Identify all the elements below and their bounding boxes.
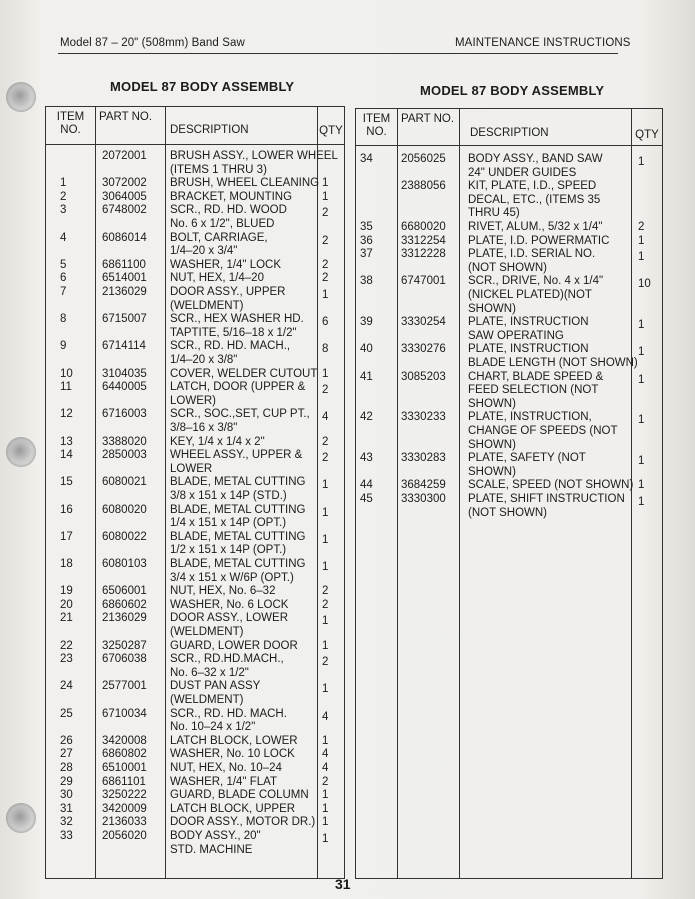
item-number: 31: [60, 802, 73, 815]
quantity: 1: [322, 816, 329, 829]
description-line: THRU 45): [468, 207, 520, 220]
quantity: 1: [638, 373, 645, 386]
part-number: 3684259: [401, 479, 446, 492]
description-line: SHOWN): [468, 438, 516, 451]
quantity: 1: [322, 734, 329, 747]
description-line: (NOT SHOWN): [468, 506, 548, 519]
item-number: 2: [60, 190, 67, 203]
quantity: 1: [638, 234, 645, 247]
part-number: 2136029: [102, 286, 147, 298]
item-number: 13: [60, 435, 73, 448]
description-line: PLATE, I.D. POWERMATIC: [468, 234, 610, 247]
quantity: 4: [322, 748, 329, 761]
header-model: Model 87 – 20" (508mm) Band Saw: [60, 37, 245, 49]
description-line: BODY ASSY., BAND SAW: [468, 153, 603, 165]
quantity: 8: [322, 343, 329, 356]
part-number: 2056025: [401, 153, 446, 165]
part-number: 2136029: [102, 612, 147, 625]
quantity: 1: [638, 496, 645, 508]
part-number: 6748002: [102, 204, 147, 217]
part-number: 6514001: [102, 272, 147, 285]
part-number: 3330300: [401, 493, 446, 505]
part-number: 3330233: [401, 411, 446, 424]
quantity: 6: [322, 316, 329, 329]
item-number: 45: [360, 493, 373, 505]
item-number: 38: [360, 275, 373, 288]
quantity: 1: [322, 506, 329, 519]
description-line: CHART, BLADE SPEED &: [468, 370, 604, 383]
quantity: 1: [322, 802, 329, 815]
col-header-part: PART NO.: [99, 111, 153, 123]
part-number: 6861100: [102, 258, 146, 271]
quantity: 1: [322, 789, 329, 802]
item-number: 35: [360, 221, 373, 233]
quantity: 1: [638, 319, 645, 332]
quantity: 1: [322, 479, 329, 492]
binder-hole: [6, 437, 36, 467]
description-line: TAPTITE, 5/16–18 x 1/2": [170, 326, 297, 339]
description-line: NUT, HEX, No. 10–24: [170, 762, 282, 774]
description-line: (WELDMENT): [170, 694, 244, 706]
quantity: 1: [322, 177, 329, 190]
quantity: 1: [638, 414, 645, 427]
description-line: LATCH BLOCK, UPPER: [170, 802, 296, 815]
part-number: 6747001: [401, 275, 446, 288]
part-number: 3330254: [401, 316, 446, 329]
part-number: 6440005: [102, 381, 147, 394]
description-line: SCR., RD.HD.MACH.,: [170, 653, 284, 666]
description-line: DOOR ASSY., MOTOR DR.): [170, 816, 316, 829]
description-line: GUARD, BLADE COLUMN: [170, 789, 309, 802]
col-header-description: DESCRIPTION: [470, 127, 549, 139]
quantity: 1: [638, 346, 645, 359]
description-line: PLATE, SAFETY (NOT: [468, 452, 586, 465]
page-number: 31: [335, 876, 351, 892]
description-line: 1/4–20 x 3/4": [170, 245, 238, 258]
description-line: LATCH BLOCK, LOWER: [170, 734, 298, 747]
item-number: 10: [60, 367, 73, 380]
item-number: 19: [60, 585, 73, 598]
part-number: 3420009: [102, 802, 147, 815]
item-number: 3: [60, 204, 67, 217]
left-parts-table: [45, 106, 345, 879]
description-line: PLATE, I.D. SERIAL NO.: [468, 248, 596, 261]
item-number: 12: [60, 408, 73, 421]
item-number: 7: [60, 286, 67, 298]
item-number: 33: [60, 830, 73, 842]
item-number: 16: [60, 503, 73, 516]
quantity: 4: [322, 411, 329, 424]
item-number: 30: [60, 789, 73, 802]
description-line: SCR., HEX WASHER HD.: [170, 313, 304, 326]
description-line: SCR., RD. HD. WOOD: [170, 204, 287, 217]
description-line: (WELDMENT): [170, 626, 244, 638]
description-line: 3/8 x 151 x 14P (STD.): [170, 490, 287, 502]
quantity: 1: [638, 156, 645, 168]
part-number: 6080020: [102, 503, 147, 516]
quantity: 2: [322, 452, 329, 465]
description-line: GUARD, LOWER DOOR: [170, 639, 298, 652]
item-number: 17: [60, 530, 73, 543]
description-line: WHEEL ASSY., UPPER &: [170, 449, 303, 462]
right-parts-table: [355, 108, 663, 879]
description-line: BLADE, METAL CUTTING: [170, 530, 306, 543]
quantity: 2: [322, 234, 329, 247]
part-number: 6861101: [102, 775, 146, 788]
quantity: 2: [322, 258, 329, 271]
description-line: BRUSH ASSY., LOWER WHEEL: [170, 150, 338, 162]
description-line: DUST PAN ASSY: [170, 680, 261, 693]
part-number: 6086014: [102, 231, 147, 244]
description-line: PLATE, INSTRUCTION: [468, 343, 589, 356]
part-number: 6680020: [401, 221, 446, 233]
quantity: 1: [322, 833, 329, 845]
part-number: 3312228: [401, 248, 446, 261]
description-line: WASHER, No. 6 LOCK: [170, 598, 289, 611]
description-line: DOOR ASSY., LOWER: [170, 612, 289, 625]
description-line: PLATE, SHIFT INSTRUCTION: [468, 493, 625, 505]
item-number: 6: [60, 272, 67, 285]
quantity: 1: [322, 533, 329, 546]
description-line: DECAL, ETC., (ITEMS 35: [468, 193, 601, 206]
col-header-item: ITEM NO.: [362, 113, 391, 138]
description-line: BLADE, METAL CUTTING: [170, 503, 306, 516]
quantity: 2: [322, 272, 329, 285]
description-line: WASHER, No. 10 LOCK: [170, 748, 295, 761]
description-line: COVER, WELDER CUTOUT: [170, 367, 318, 380]
description-line: SCR., SOC.,SET, CUP PT.,: [170, 408, 310, 421]
part-number: 6710034: [102, 707, 147, 720]
description-line: PLATE, INSTRUCTION,: [468, 411, 592, 424]
quantity: 4: [322, 710, 329, 723]
item-number: 28: [60, 762, 73, 774]
item-number: 36: [360, 234, 373, 247]
description-line: SCR., RD. HD. MACH.: [170, 707, 287, 720]
part-number: 3330283: [401, 452, 446, 465]
item-number: 24: [60, 680, 73, 693]
part-number: 3072002: [102, 177, 147, 190]
description-line: NUT, HEX, 1/4–20: [170, 272, 264, 285]
quantity: 2: [322, 435, 329, 448]
item-number: 23: [60, 653, 73, 666]
item-number: 14: [60, 449, 73, 462]
description-line: 3/4 x 151 x W/6P (OPT.): [170, 571, 294, 584]
quantity: 1: [638, 479, 645, 492]
description-line: (ITEMS 1 THRU 3): [170, 163, 267, 176]
description-line: BODY ASSY., 20": [170, 830, 261, 842]
description-line: CHANGE OF SPEEDS (NOT: [468, 425, 618, 437]
header-rule: [58, 53, 618, 54]
item-number: 5: [60, 258, 67, 271]
item-number: 26: [60, 734, 73, 747]
quantity: 10: [638, 278, 651, 291]
item-number: 22: [60, 639, 73, 652]
description-line: WASHER, 1/4" FLAT: [170, 775, 277, 788]
description-line: STD. MACHINE: [170, 843, 253, 856]
description-line: DOOR ASSY., UPPER: [170, 286, 286, 298]
binder-hole: [6, 82, 36, 112]
part-number: 3104035: [102, 367, 147, 380]
binder-hole: [6, 803, 36, 833]
item-number: 8: [60, 313, 67, 326]
part-number: 2850003: [102, 449, 147, 462]
quantity: 1: [322, 289, 329, 301]
description-line: (NICKEL PLATED)(NOT: [468, 289, 592, 301]
part-number: 6714114: [102, 340, 146, 353]
item-number: 44: [360, 479, 373, 492]
part-number: 6080022: [102, 530, 147, 543]
description-line: BLADE, METAL CUTTING: [170, 476, 306, 489]
description-line: LOWER: [170, 462, 213, 475]
description-line: LATCH, DOOR (UPPER &: [170, 381, 306, 394]
description-line: LOWER): [170, 394, 216, 407]
part-number: 6860602: [102, 598, 147, 611]
description-line: SCR., DRIVE, No. 4 x 1/4": [468, 275, 604, 288]
description-line: 24" UNDER GUIDES: [468, 166, 577, 179]
item-number: 40: [360, 343, 373, 356]
item-number: 42: [360, 411, 373, 424]
description-line: WASHER, 1/4" LOCK: [170, 258, 282, 271]
description-line: SAW OPERATING: [468, 329, 564, 342]
col-header-qty: QTY: [635, 129, 659, 141]
part-number: 6716003: [102, 408, 147, 421]
part-number: 6506001: [102, 585, 147, 598]
description-line: SCR., RD. HD. MACH.,: [170, 340, 291, 353]
item-number: 15: [60, 476, 73, 489]
part-number: 6860802: [102, 748, 147, 761]
col-header-qty: QTY: [319, 125, 343, 137]
description-line: KIT, PLATE, I.D., SPEED: [468, 180, 597, 193]
part-number: 6080021: [102, 476, 147, 489]
col-header-description: DESCRIPTION: [170, 124, 249, 136]
item-number: 21: [60, 612, 73, 625]
description-line: No. 6–32 x 1/2": [170, 666, 249, 679]
description-line: (NOT SHOWN): [468, 261, 548, 274]
description-line: FEED SELECTION (NOT: [468, 384, 599, 397]
item-number: 34: [360, 153, 373, 165]
part-number: 3064005: [102, 190, 147, 203]
description-line: 1/2 x 151 x 14P (OPT.): [170, 544, 287, 557]
item-number: 1: [60, 177, 67, 190]
quantity: 1: [322, 367, 329, 380]
quantity: 2: [322, 598, 329, 611]
description-line: (WELDMENT): [170, 299, 244, 312]
part-number: 6715007: [102, 313, 147, 326]
item-number: 41: [360, 370, 373, 383]
description-line: BLADE, METAL CUTTING: [170, 558, 306, 570]
quantity: 1: [322, 683, 329, 696]
part-number: 2136033: [102, 816, 147, 829]
description-line: 1/4–20 x 3/8": [170, 354, 238, 366]
item-number: 4: [60, 231, 67, 244]
quantity: 2: [322, 207, 329, 220]
description-line: 3/8–16 x 3/8": [170, 422, 238, 434]
part-number: 6510001: [102, 762, 147, 774]
part-number: 2388056: [401, 180, 446, 193]
part-number: 3388020: [102, 435, 147, 448]
part-number: 3250287: [102, 639, 147, 652]
part-number: 6706038: [102, 653, 147, 666]
quantity: 1: [638, 251, 645, 264]
description-line: KEY, 1/4 x 1/4 x 2": [170, 435, 265, 448]
description-line: BRUSH, WHEEL CLEANING: [170, 177, 320, 190]
item-number: 25: [60, 707, 73, 720]
part-number: 2577001: [102, 680, 147, 693]
item-number: 18: [60, 558, 73, 570]
item-number: 9: [60, 340, 67, 353]
description-line: NUT, HEX, No. 6–32: [170, 585, 276, 598]
item-number: 39: [360, 316, 373, 329]
item-number: 11: [60, 381, 72, 394]
part-number: 6080103: [102, 558, 147, 570]
description-line: No. 10–24 x 1/2": [170, 721, 256, 734]
description-line: SHOWN): [468, 397, 516, 410]
item-number: 20: [60, 598, 73, 611]
part-number: 2072001: [102, 150, 147, 162]
part-number: 3420008: [102, 734, 147, 747]
item-number: 32: [60, 816, 73, 829]
quantity: 1: [322, 190, 329, 203]
quantity: 2: [322, 775, 329, 788]
quantity: 2: [638, 221, 645, 233]
header-section: MAINTENANCE INSTRUCTIONS: [455, 37, 631, 49]
description-line: BRACKET, MOUNTING: [170, 190, 293, 203]
quantity: 1: [322, 615, 329, 628]
item-number: 27: [60, 748, 73, 761]
description-line: SHOWN): [468, 302, 516, 315]
description-line: BLADE LENGTH (NOT SHOWN): [468, 357, 638, 369]
quantity: 1: [322, 639, 329, 652]
description-line: SHOWN): [468, 465, 516, 478]
description-line: BOLT, CARRIAGE,: [170, 231, 268, 244]
col-header-part: PART NO.: [401, 113, 455, 125]
col-header-item: ITEM NO.: [56, 111, 85, 136]
description-line: 1/4 x 151 x 14P (OPT.): [170, 517, 287, 530]
item-number: 37: [360, 248, 373, 261]
quantity: 2: [322, 384, 329, 397]
quantity: 1: [638, 455, 645, 468]
item-number: 29: [60, 775, 73, 788]
description-line: No. 6 x 1/2", BLUED: [170, 218, 275, 230]
description-line: SCALE, SPEED (NOT SHOWN): [468, 479, 634, 492]
part-number: 3312254: [401, 234, 446, 247]
part-number: 2056020: [102, 830, 147, 842]
description-line: PLATE, INSTRUCTION: [468, 316, 589, 329]
item-number: 43: [360, 452, 373, 465]
right-table-title: MODEL 87 BODY ASSEMBLY: [420, 83, 605, 98]
quantity: 4: [322, 762, 329, 774]
quantity: 2: [322, 656, 329, 669]
part-number: 3250222: [102, 789, 147, 802]
quantity: 1: [322, 561, 329, 573]
part-number: 3085203: [401, 370, 446, 383]
quantity: 2: [322, 585, 329, 598]
left-table-title: MODEL 87 BODY ASSEMBLY: [110, 79, 295, 94]
part-number: 3330276: [401, 343, 446, 356]
description-line: RIVET, ALUM., 5/32 x 1/4": [468, 221, 603, 233]
